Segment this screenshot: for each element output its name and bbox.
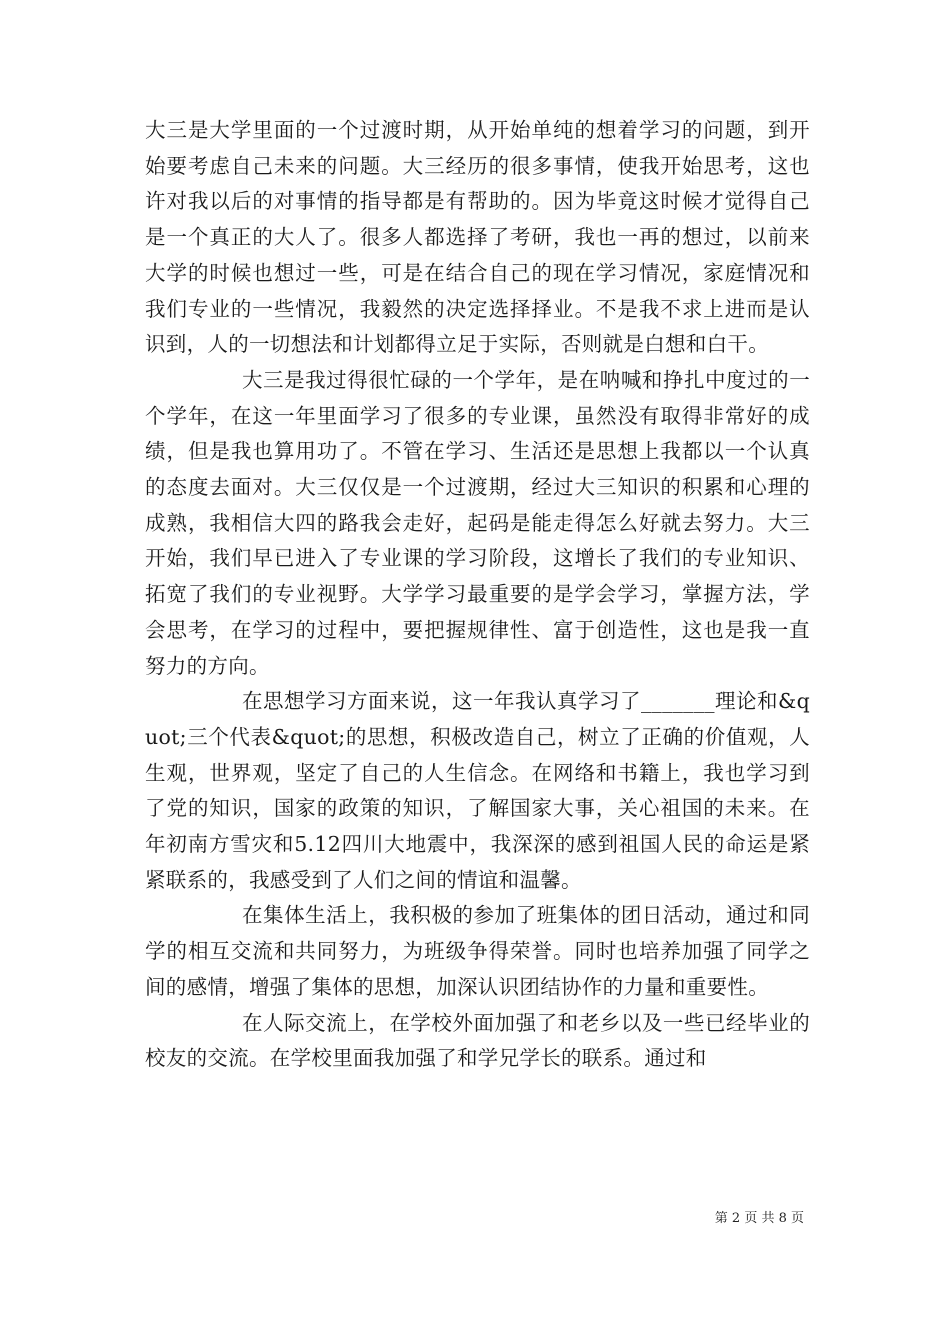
paragraph-2: 大三是我过得很忙碌的一个学年，是在呐喊和挣扎中度过的一个学年，在这一年里面学习了很多的专业课，虽然没有取得非常好的成绩，但是我也算用功了。不管在学习、生活还是思想上我都以一个认真的态度去面对。大三仅仅是一个过渡期，经过大三知识的积累和心理的成熟，我相信大四的路我会走好，起码是能走得怎么好就去努力。大三开始，我们早已进入了专业课的学习阶段，这增长了我们的专业知识、拓宽了我们的专业视野。大学学习最重要的是学会学习，掌握方法，学会思考，在学习的过程中，要把握规律性、富于创造性，这也是我一直努力的方向。 bbox=[145, 367, 810, 678]
document-body bbox=[145, 113, 810, 1077]
page-number-footer: 第 2 页 共 8 页 bbox=[714, 1211, 804, 1226]
paragraph-5: 在人际交流上，在学校外面加强了和老乡以及一些已经毕业的校友的交流。在学校里面我加强了和学兄学长的联系。通过和 bbox=[145, 1010, 810, 1071]
paragraph-1: 大三是大学里面的一个过渡时期，从开始单纯的想着学习的问题，到开始要考虑自己未来的问题。大三经历的很多事情，使我开始思考，这也许对我以后的对事情的指导都是有帮助的。因为毕竟这时候才觉得自己是一个真正的大人了。很多人都选择了考研，我也一再的想过，以前来大学的时候也想过一些，可是在结合自己的现在学习情况，家庭情况和我们专业的一些情况，我毅然的决定选择择业。不是我不求上进而是认识到，人的一切想法和计划都得立足于实际，否则就是白想和白干。 bbox=[145, 118, 810, 357]
paragraph-4: 在集体生活上，我积极的参加了班集体的团日活动，通过和同学的相互交流和共同努力，为班级争得荣誉。同时也培养加强了同学之间的感情，增强了集体的思想，加深认识团结协作的力量和重要性。 bbox=[145, 903, 810, 999]
paragraph-3: 在思想学习方面来说，这一年我认真学习了_______理论和&quot;三个代表&quot;的思想，积极改造自己，树立了正确的价值观，人生观，世界观，坚定了自己的人生信念。在网络和书籍上，我也学习到了党的知识，国家的政策的知识，了解国家大事，关心祖国的未来。在年初南方雪灾和5.12四川大地震中，我深深的感到祖国人民的命运是紧紧联系的，我感受到了人们之间的情谊和温馨。 bbox=[145, 689, 810, 892]
